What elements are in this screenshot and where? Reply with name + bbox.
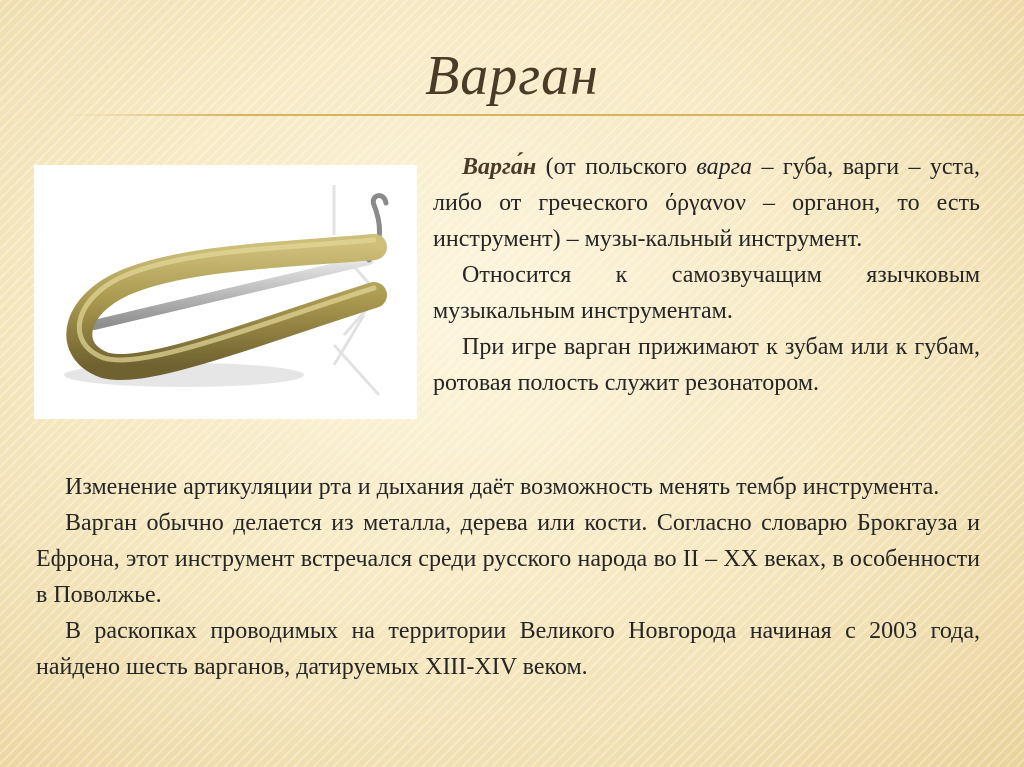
paragraph-articulation: Изменение артикуляции рта и дыхания даёт возможность менять тембр инструмента. — [65, 474, 940, 500]
definition-paragraph — [433, 149, 980, 257]
definition-text-3: – органон, то есть инструмент) – музы-кальный инструмент. — [433, 190, 980, 252]
definition-italic-word: варга — [696, 154, 753, 180]
term-vargan: Варга́н — [462, 154, 537, 180]
definition-greek-word: όργανον — [665, 190, 746, 216]
paragraph-classification: Относится к самозвучащим язычковым музыкальным инструментам. — [433, 262, 980, 324]
paragraph-materials: Варган обычно делается из металла, дерева или кости. Согласно словарю Брокгауза и Ефрона, этот инструмент встречался среди русского народа во II – XX веках, в особенности в Поволжье. — [36, 510, 980, 608]
paragraph-playing: При игре варган прижимают к зубам или к губам, ротовая полость служит резонатором. — [433, 334, 980, 396]
definition-text-1: (от польского — [536, 154, 697, 180]
title-divider — [64, 114, 1024, 116]
jaw-harp-image — [34, 165, 417, 419]
definition-text-2: – губа, варги – уста, либо от греческого — [433, 154, 980, 216]
definition-block — [433, 149, 980, 401]
jaw-harp-icon — [34, 165, 417, 419]
details-block — [36, 469, 980, 685]
paragraph-excavations: В раскопках проводимых на территории Великого Новгорода начиная с 2003 года, найдено шесть варганов, датируемых XIII-XIV веком. — [36, 618, 980, 680]
slide-title: Варган — [425, 45, 599, 107]
